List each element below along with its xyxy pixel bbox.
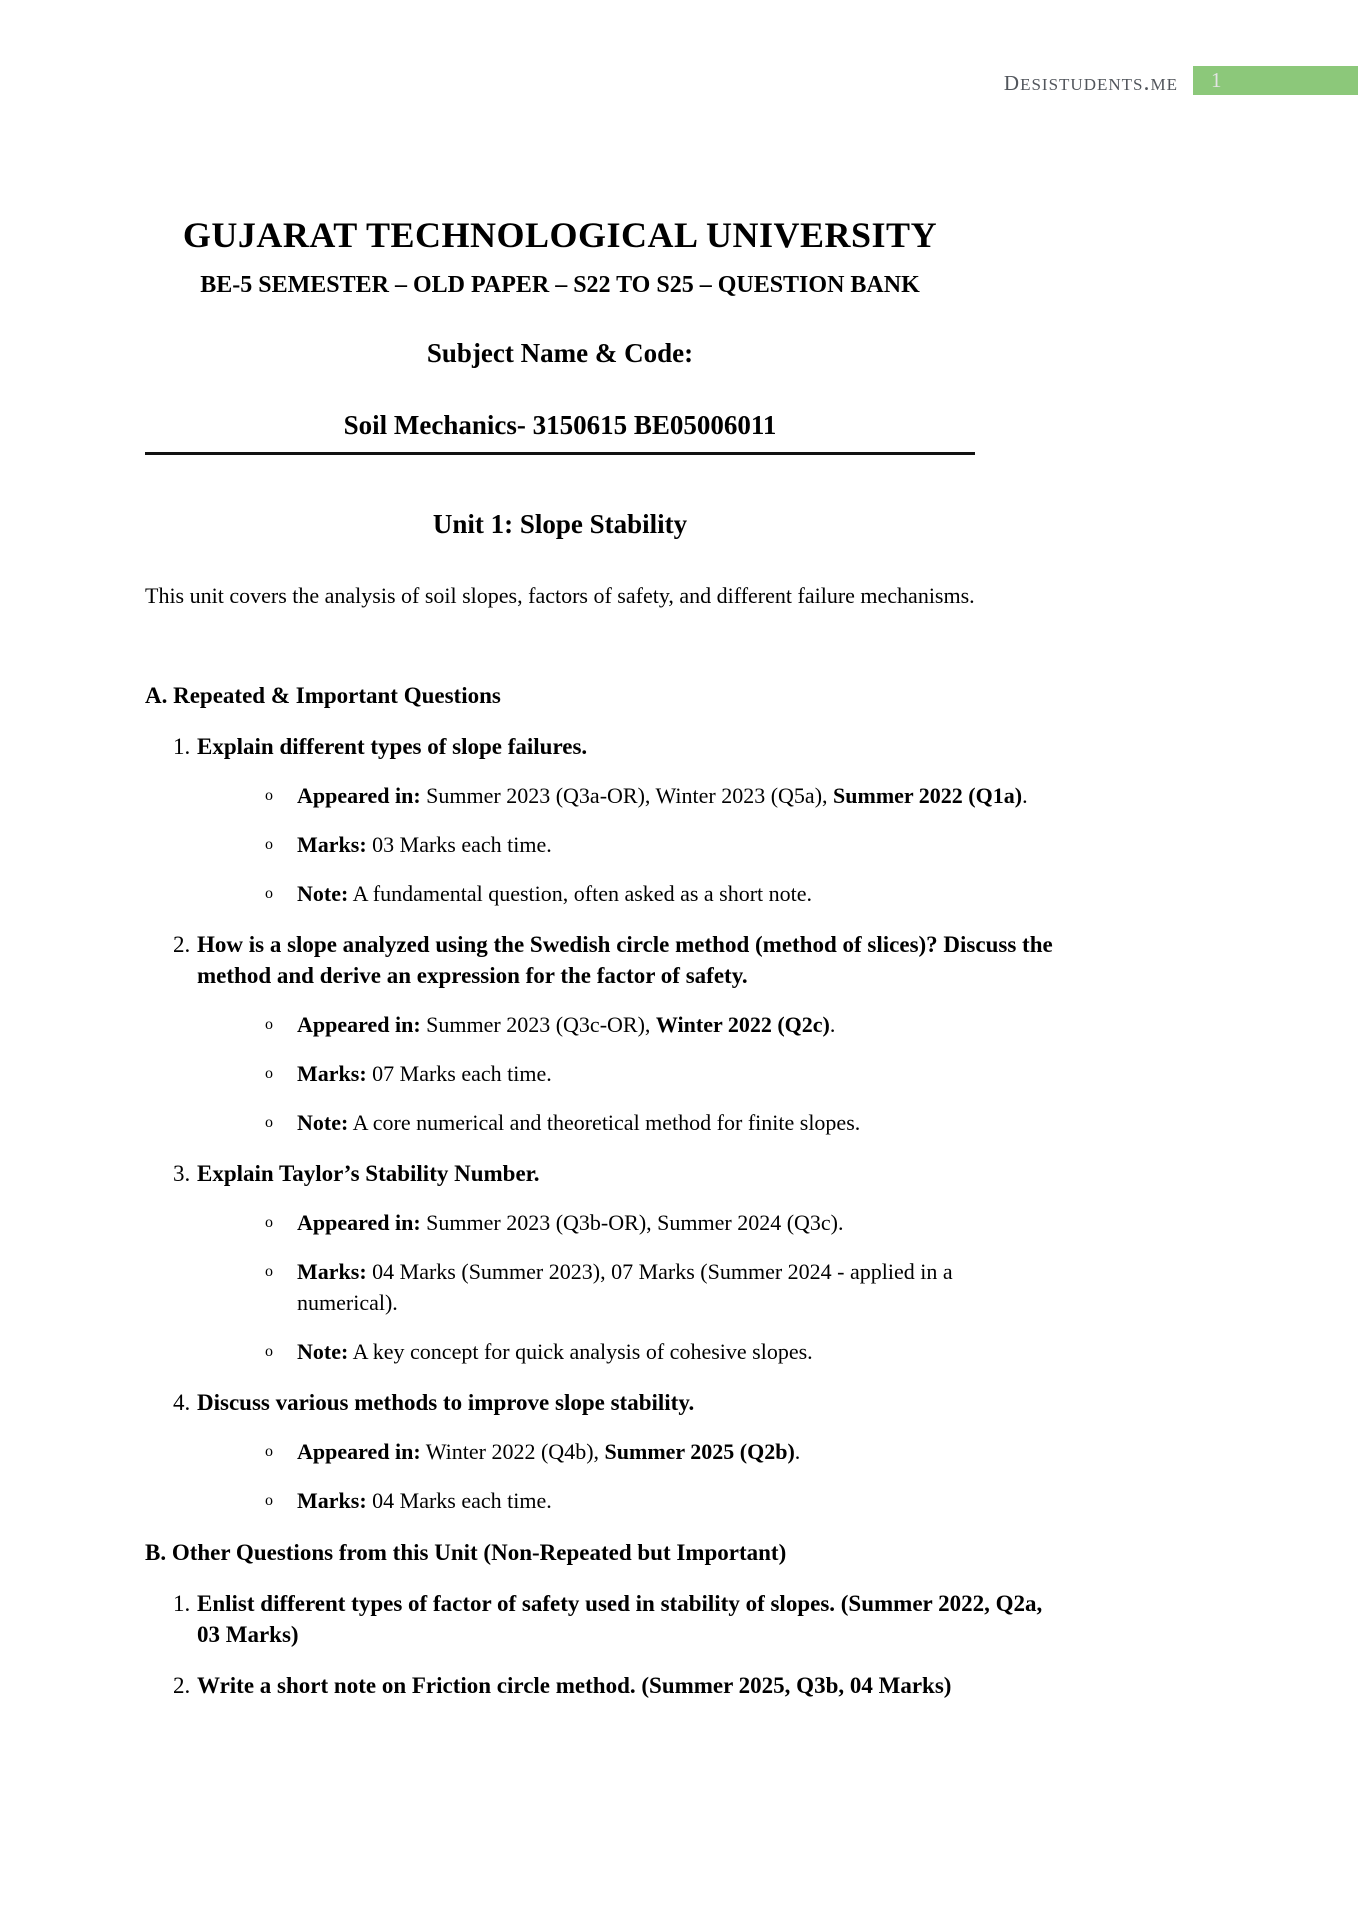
question-text: Explain Taylor’s Stability Number. [197,1161,540,1186]
question-item [145,1588,1185,1650]
circle-bullet-marker: o [265,1214,273,1231]
page-number: 1 [1211,68,1222,92]
paper-subtitle: BE-5 SEMESTER – OLD PAPER – S22 TO S25 – QUESTION BANK [200,272,920,298]
detail-text: Appeared in: Summer 2023 (Q3a-OR), Winter 2023 (Q5a), Summer 2022 (Q1a). [297,783,1028,808]
detail-text: Marks: 04 Marks (Summer 2023), 07 Marks (Summer 2024 - applied in a numerical). [297,1259,953,1315]
question-detail [145,1009,1185,1040]
question-text: Enlist different types of factor of safety used in stability of slopes. (Summer 2022, Q2a, 03 Marks) [197,1591,1043,1647]
university-title: GUJARAT TECHNOLOGICAL UNIVERSITY [182,215,938,255]
detail-text: Marks: 03 Marks each time. [297,832,552,857]
question-number: 2. [173,1673,191,1698]
detail-text: Marks: 04 Marks each time. [297,1488,552,1513]
document-body [145,0,1185,1701]
question-detail [145,1336,1185,1367]
question-detail [145,1058,1185,1089]
question-number: 1. [173,1591,191,1616]
title-block [145,212,975,455]
page-number-badge [1193,66,1358,95]
question-item [145,1670,1185,1701]
question-text: Write a short note on Friction circle method. (Summer 2025, Q3b, 04 Marks) [197,1673,952,1698]
question-number: 2. [173,932,191,957]
circle-bullet-marker: o [265,1016,273,1033]
unit-description: This unit covers the analysis of soil slopes, factors of safety, and different failure mechanisms. [145,583,975,608]
question-detail [145,1107,1185,1138]
circle-bullet-marker: o [265,836,273,853]
detail-text: Note: A fundamental question, often asked as a short note. [297,881,813,906]
question-detail [145,1436,1185,1467]
question-text: Discuss various methods to improve slope stability. [197,1390,695,1415]
question-detail [145,1485,1185,1516]
question-detail [145,780,1185,811]
circle-bullet-marker: o [265,787,273,804]
circle-bullet-marker: o [265,1492,273,1509]
circle-bullet-marker: o [265,1343,273,1360]
unit-title: Unit 1: Slope Stability [432,509,688,539]
circle-bullet-marker: o [265,1065,273,1082]
question-detail [145,1256,1185,1318]
circle-bullet-marker: o [265,885,273,902]
question-number: 4. [173,1390,191,1415]
subject-name-code: Soil Mechanics- 3150615 BE05006011 [343,410,777,440]
detail-text: Appeared in: Summer 2023 (Q3c-OR), Winter 2022 (Q2c). [297,1012,836,1037]
circle-bullet-marker: o [265,1443,273,1460]
section-a-heading: A. Repeated & Important Questions [145,683,501,708]
subject-label: Subject Name & Code: [426,338,694,368]
question-number: 1. [173,734,191,759]
detail-text: Appeared in: Winter 2022 (Q4b), Summer 2025 (Q2b). [297,1439,801,1464]
question-item [145,731,1185,762]
question-detail [145,829,1185,860]
circle-bullet-marker: o [265,1263,273,1280]
question-detail [145,878,1185,909]
circle-bullet-marker: o [265,1114,273,1131]
question-text: How is a slope analyzed using the Swedish circle method (method of slices)? Discuss the method and derive an expression for the factor of safety. [197,932,1053,988]
question-detail [145,1207,1185,1238]
section-b-heading: B. Other Questions from this Unit (Non-Repeated but Important) [145,1540,787,1565]
question-text: Explain different types of slope failures. [197,734,588,759]
detail-text: Note: A key concept for quick analysis of cohesive slopes. [297,1339,813,1364]
question-item [145,929,1185,991]
detail-text: Marks: 07 Marks each time. [297,1061,552,1086]
site-watermark: desistudents.me [1003,63,1178,97]
detail-text: Appeared in: Summer 2023 (Q3b-OR), Summer 2024 (Q3c). [297,1210,844,1235]
question-item [145,1387,1185,1418]
detail-text: Note: A core numerical and theoretical method for finite slopes. [297,1110,861,1135]
question-item [145,1158,1185,1189]
question-number: 3. [173,1161,191,1186]
